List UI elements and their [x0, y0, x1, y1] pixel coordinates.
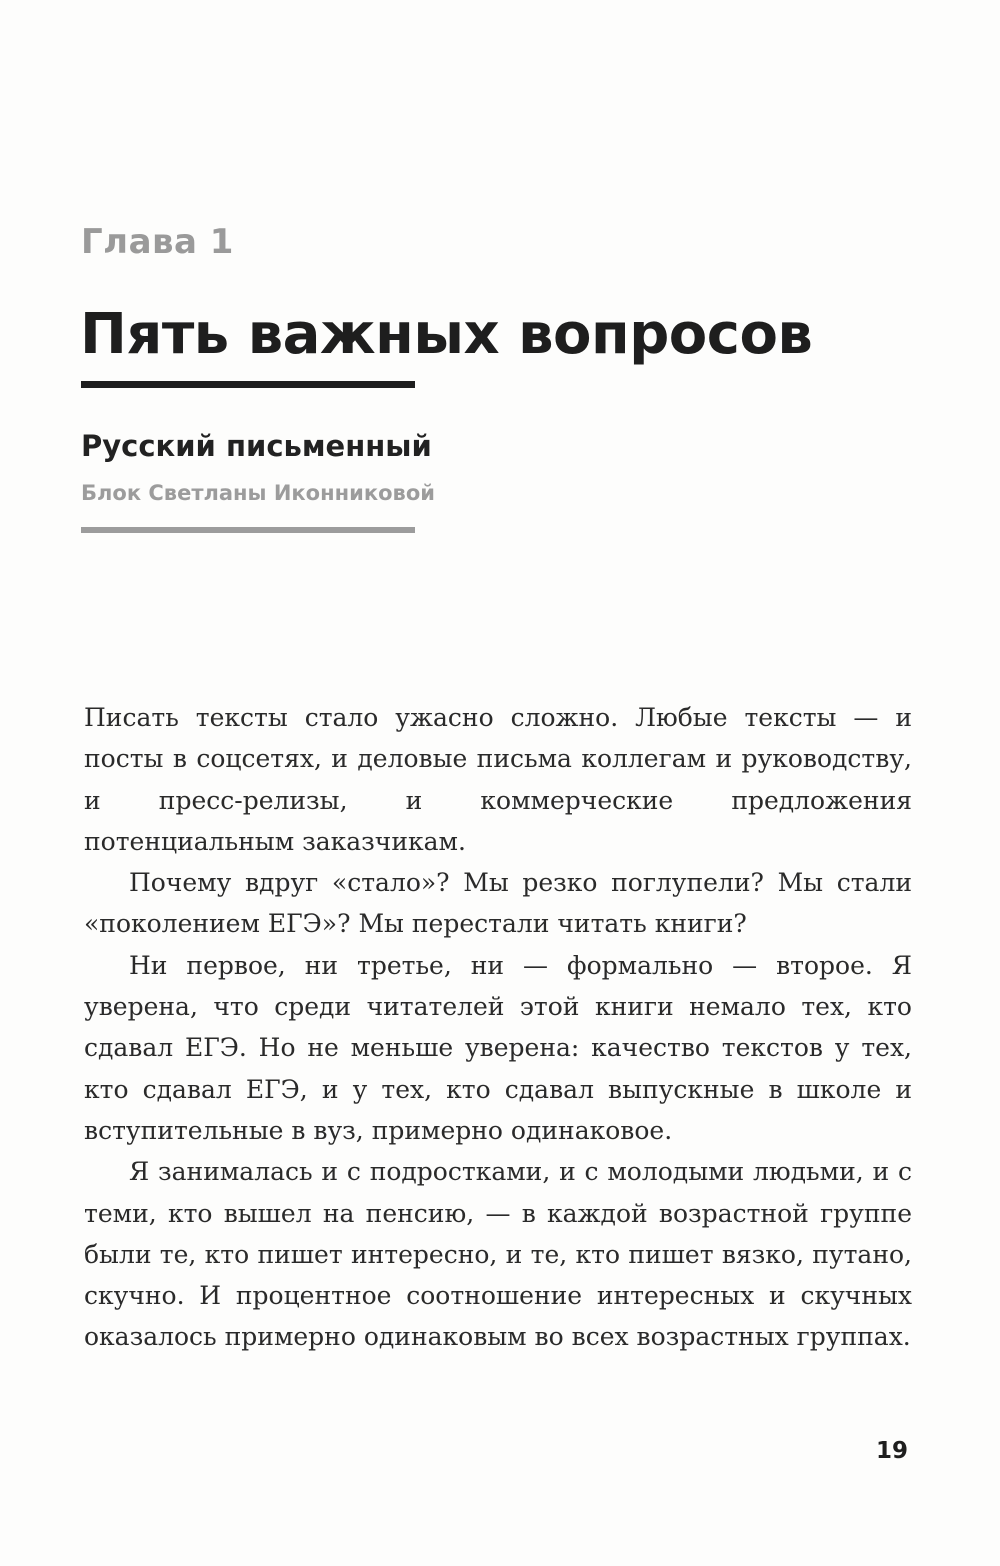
paragraph: Почему вдруг «стало»? Мы резко поглупели? Мы стали «поколением ЕГЭ»? Мы перестали читать книги? — [84, 868, 912, 939]
title-underline-rule — [81, 381, 415, 388]
chapter-title: Пять важных вопросов — [80, 302, 813, 367]
section-subtitle: Блок Светланы Иконниковой — [81, 481, 435, 505]
paragraph: Ни первое, ни третье, ни — формально — второе. Я уверена, что среди читателей этой книги немало тех, кто сдавал ЕГЭ. Но не меньше уверена: качество текстов у тех, кто сдавал ЕГЭ, и у тех, кто сдавал выпускные в школе и вступительные в вуз, примерно одинаковое. — [84, 950, 912, 1145]
page-number: 19 — [876, 1438, 909, 1464]
body-text — [84, 697, 912, 1358]
chapter-label: Глава 1 — [81, 222, 234, 262]
paragraph: Я занималась и с подростками, и с молодыми людьми, и с теми, кто вышел на пенсию, — в каждой возрастной группе были те, кто пишет интересно, и те, кто пишет вязко, путано, скучно. И процентное соотношение интересных и скучных оказалось примерно одинаковым во всех возрастных группах. — [84, 1157, 912, 1352]
paragraph: Писать тексты стало ужасно сложно. Любые тексты — и посты в соцсетях, и деловые письма коллегам и руководству, и пресс-релизы, и коммерческие предложения потенциальным заказчикам. — [84, 703, 912, 856]
section-title: Русский письменный — [81, 429, 432, 463]
subtitle-underline-rule — [81, 527, 415, 533]
